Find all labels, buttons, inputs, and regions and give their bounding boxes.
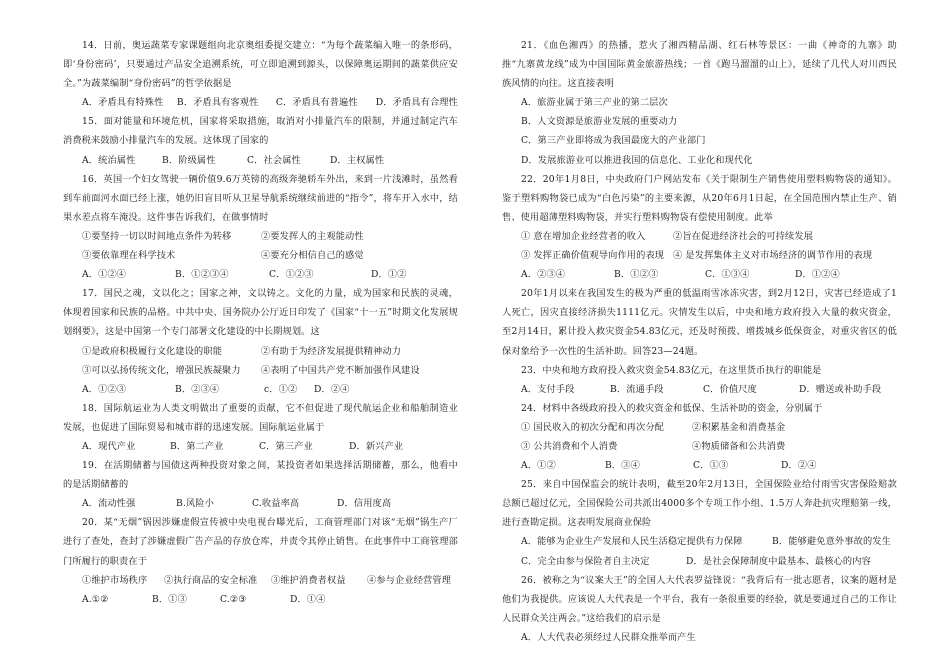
option-d: D．矛盾具有合理性	[375, 97, 458, 109]
statement-4: ④要充分相信自己的感觉	[261, 250, 364, 262]
option-d: D．信用度高	[337, 498, 392, 510]
question-24-options	[502, 456, 897, 475]
option-a: A．流动性强	[82, 498, 136, 510]
question-14-options	[63, 93, 458, 112]
statement-4: ④物质储备和公共消费	[692, 440, 786, 452]
material-text: 20年1月以来在我国发生的极为严重的低温雨雪冰冻灾害，到2月12日，灾害已经造成了1人死亡，因灾直接经济损失1111亿元。灾情发生以后，中央和地方政府投入大量的救灾资金，至2月14日，累计投入救灾资金54.83亿元，还及时预拨、增拨城乡低保资金，对重灾省区的低保对象给予一次性的生活补助。回答23—24题。	[502, 288, 897, 357]
statement-3: ③维护消费者权益	[271, 574, 346, 586]
statement-2: ②积累基金和消费基金	[692, 421, 786, 433]
option-a: A．①②	[521, 460, 556, 472]
option-b: B．矛盾具有客观性	[176, 97, 259, 109]
option-d: D．①②④	[795, 269, 840, 281]
option-c: C．①③④	[705, 269, 750, 281]
option-d: D．赠送或补助手段	[799, 383, 882, 395]
statement-1: ①要坚持一切以时间地点条件为转移	[82, 230, 232, 242]
option-b: B．流通手段	[610, 383, 664, 395]
question-25-options	[502, 532, 897, 551]
option-c: C．社会属性	[247, 154, 301, 166]
option-c: C.收益率高	[252, 498, 300, 510]
question-18-options	[63, 437, 458, 456]
option-c: C．完全由参与保险者自主决定	[521, 555, 650, 567]
question-19-options	[63, 494, 458, 513]
option-d: D．①④	[290, 593, 326, 605]
question-22-items-2	[502, 246, 897, 265]
question-16-items	[63, 227, 458, 246]
option-c: C．①③	[693, 460, 729, 472]
question-16-options	[63, 265, 458, 284]
question-22-options	[502, 265, 897, 284]
question-16: 16．英国一个妇女驾驶一辆价值9.6万英镑的高级奔驰轿车外出，来到一片浅滩时，虽然看到车前面河水面已经上涨，她仍旧盲目听从卫星导航系统继续前进的“指令”，将车开入水中，结果水差点将车淹没。这件事告诉我们，在做事情时	[63, 173, 458, 223]
question-17: 17．国民之魂，文以化之；国家之神，文以铸之。文化的力量，成为国家和民族的灵魂，体现着国家和民族的品格。中共中央、国务院办公厅近日印发了《国家“十一五”时期文化发展规划纲要》，这是中国第一个专门部署文化建设的中长期规划。这	[63, 288, 458, 338]
question-20-items	[63, 571, 458, 590]
option-a: A．②③④	[521, 269, 566, 281]
statement-1: ① 国民收入的初次分配和再次分配	[521, 421, 665, 433]
option-a: A．能够为企业生产发展和人民生活稳定提供有力保障	[521, 536, 743, 548]
option-a: A．矛盾具有特殊性	[82, 97, 164, 109]
option-a: A．统治属性	[82, 154, 136, 166]
left-column	[63, 36, 458, 609]
statement-1: ① 意在增加企业经营者的收入	[521, 230, 646, 242]
option-d: D．①②	[371, 269, 407, 281]
option-b: B.风险小	[176, 498, 214, 510]
option-a: A．现代产业	[82, 440, 136, 452]
right-column	[502, 36, 897, 647]
statement-3: ③可以弘扬传统文化，增强民族凝聚力	[82, 364, 241, 376]
option-d: D．发展旅游业可以推进我国的信息化、工业化和现代化	[521, 154, 753, 166]
option-d: D．主权属性	[330, 154, 385, 166]
question-22-items	[502, 227, 897, 246]
statement-2: ②有助于为经济发展提供精神动力	[261, 345, 402, 357]
option-c: C．矛盾具有普遍性	[275, 97, 358, 109]
statement-3: ③ 公共消费和个人消费	[521, 440, 618, 452]
option-c: c．①②	[264, 383, 298, 395]
option-c: C．价值尺度	[703, 383, 757, 395]
option-c: C．第三产业	[259, 440, 313, 452]
option-d: D．②④	[781, 460, 817, 472]
option-a: A．旅游业属于第三产业的第二层次	[521, 97, 668, 109]
question-23: 23．中央和地方政府投入救灾资金54.83亿元，在这里货币执行的职能是	[521, 364, 822, 376]
question-20: 20．某“无烟”锅因涉嫌虚假宣传被中央电视台曝光后，工商管理部门对该“无烟”锅生产厂进行了查处，查封了涉嫌虚假广告产品的存放仓库，并责令其停止销售。在此事件中工商管理部门所履行的职责在于	[63, 517, 458, 567]
option-c: C．①②③	[269, 269, 314, 281]
option-b: B．阶级属性	[162, 154, 216, 166]
question-21: 21．《血色湘西》的热播，惹火了湘西精品湖、红石林等景区：一曲《神奇的九寨》助推“九寨黄龙线”成为中国国际黄金旅游热线；一首《跑马溜溜的山上》，延续了几代人对川西民族风情的向往。这直接表明	[502, 40, 897, 90]
option-b: B．③④	[605, 460, 640, 472]
option-b: B．人文资源是旅游业发展的重要动力	[521, 116, 678, 128]
question-26: 26．被称之为“议案大王”的全国人大代表罗益锋说：“我背后有一批志愿者，议案的题材是他们为我提供。应该说人大代表是一个平台，我有一条很重要的经验，就是要通过自己的工作让人民群众关注两会。”这给我们的启示是	[502, 574, 897, 624]
question-15-options	[63, 151, 458, 170]
option-d: D．新兴产业	[349, 440, 404, 452]
option-b: B．①②③④	[175, 269, 229, 281]
statement-4: ④参与企业经营管理	[367, 574, 452, 586]
question-22: 22．20年1月8日，中央政府门户网站发布《关于限制生产销售使用塑料购物袋的通知》。鉴于塑料购物袋已成为“白色污染”的主要来源，从20年6月1日起，在全国范围内禁止生产、销售、使用超薄塑料购物袋，并实行塑料购物袋有偿使用制度。此举	[502, 173, 897, 223]
question-19: 19．在活期储蓄与国债这两种投资对象之间，某投资者如果选择活期储蓄，那么，他看中的是活期储蓄的	[63, 460, 458, 491]
option-a: A．①②③	[82, 383, 127, 395]
statement-1: ①维护市场秩序	[82, 574, 148, 586]
option-d: D．②④	[314, 383, 350, 395]
question-25-options-2	[502, 552, 897, 571]
statement-2: ②执行商品的安全标准	[164, 574, 258, 586]
option-d: D．是社会保障制度中最基本、最核心的内容	[686, 555, 871, 567]
option-b: B．①②③	[614, 269, 659, 281]
question-17-items	[63, 342, 458, 361]
option-a: A．人大代表必须经过人民群众推举而产生	[521, 631, 696, 643]
question-24-items	[502, 418, 897, 437]
question-14: 14．日前，奥运蔬菜专家课题组向北京奥组委提交建立：“为每个蔬菜编入唯一的条形码，即‘身份密码’，只要通过产品安全追溯系统，可立即追溯到源头，以保障奥运期间的蔬菜供应安全。”为蔬菜编制“身份密码”的哲学依据是	[63, 40, 458, 90]
question-24-items-2	[502, 437, 897, 456]
question-17-items-2	[63, 361, 458, 380]
statement-2: ②要发挥人的主观能动性	[261, 230, 364, 242]
option-b: B．能够避免意外事故的发生	[772, 536, 891, 548]
question-23-options	[502, 380, 897, 399]
statement-3: ③ 发挥正确价值观导向作用的表现	[521, 250, 665, 262]
statement-2: ②旨在促进经济社会的可持续发展	[673, 230, 814, 242]
option-b: B．第二产业	[170, 440, 224, 452]
question-25: 25．来自中国保监会的统计表明，截至20年2月13日，全国保险业给付雨雪灾害保险赔款总额已超过亿元，全国保险公司共派出4000多个专项工作小组、1.5万人奔赴抗灾理赔第一线，进行查勘定损。这表明发展商业保险	[502, 479, 897, 529]
statement-3: ③要依靠理在科学技术	[82, 250, 176, 262]
question-20-options	[63, 590, 458, 609]
question-18: 18．国际航运业为人类文明做出了重要的贡献，它不但促进了现代航运企业和船舶制造业发展，也促进了国际贸易和城市群的迅速发展。国际航运业属于	[63, 402, 458, 433]
option-b: B．①③	[152, 593, 187, 605]
question-15: 15．面对能量和环境危机，国家将采取措施，取消对小排量汽车的限制，并通过制定汽车消费税来鼓励小排量汽车的发展。这体现了国家的	[63, 116, 458, 147]
option-a: A．①②④	[82, 269, 127, 281]
option-c: C.②③	[220, 593, 247, 605]
statement-1: ①是政府积极履行文化建设的职能	[82, 345, 223, 357]
option-c: C．第三产业即将成为我国最庞大的产业部门	[521, 135, 706, 147]
statement-4: ④表明了中国共产党不断加强作风建设	[261, 364, 420, 376]
question-16-items-2	[63, 246, 458, 265]
option-a: A．支付手段	[521, 383, 575, 395]
option-a: A.①②	[82, 593, 109, 605]
question-24: 24．材料中各级政府投入的救灾资金和低保、生活补助的资金，分别属于	[521, 402, 823, 414]
question-17-options	[63, 380, 458, 399]
statement-4: ④ 是发挥集体主义对市场经济的调节作用的表现	[673, 250, 873, 262]
option-b: B．②③④	[175, 383, 220, 395]
